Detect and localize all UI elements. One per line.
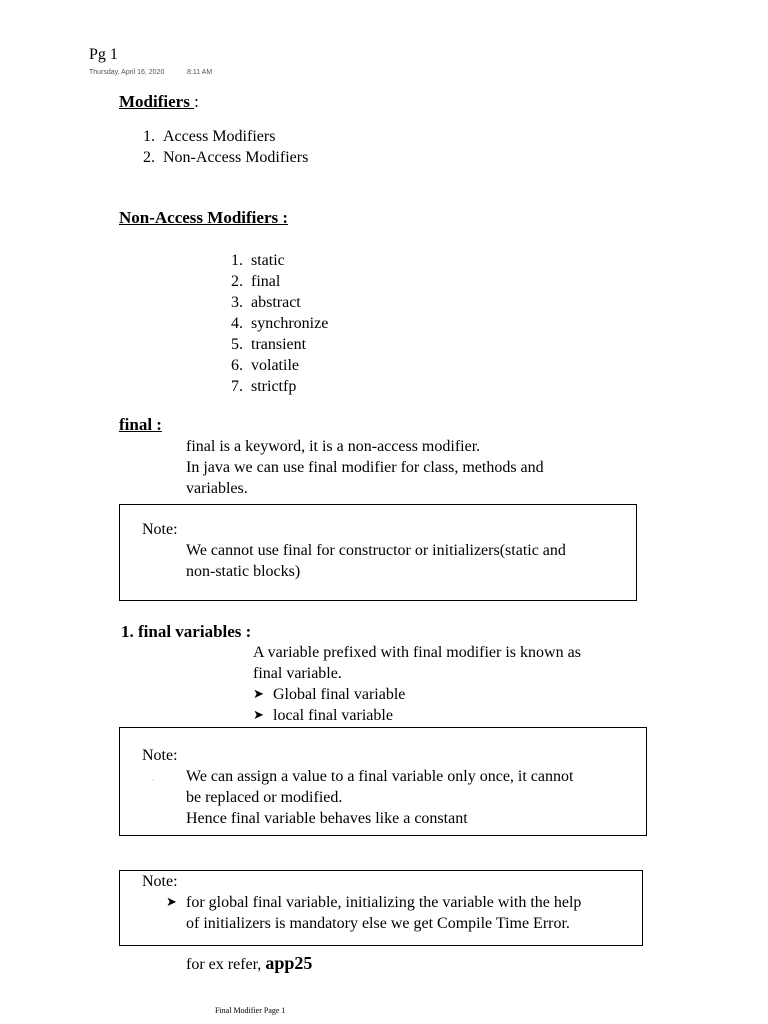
list-item: ➤ local final variable	[253, 705, 581, 726]
modifiers-colon: :	[194, 92, 199, 111]
text-line: final is a keyword, it is a non-access modifier.	[186, 438, 481, 455]
non-access-heading: Non-Access Modifiers :	[119, 208, 289, 227]
final-variables-description	[253, 642, 581, 726]
text-line: In java we can use final modifier for class, methods and	[186, 459, 544, 476]
note-text	[166, 892, 581, 934]
note-label: Note:	[142, 873, 178, 890]
text-line: A variable prefixed with final modifier is known as	[253, 644, 581, 661]
arrow-bullet-icon: ➤	[253, 707, 264, 722]
non-access-list	[231, 250, 328, 397]
text-line: non-static blocks)	[186, 563, 301, 580]
list-item: 5. transient	[231, 336, 307, 353]
text-line: final variable.	[253, 665, 342, 682]
list-item: 1. Access Modifiers	[143, 128, 276, 145]
text-line: variables.	[186, 480, 248, 497]
list-item: 1. static	[231, 252, 285, 269]
page-date: Thursday, April 16, 2020	[89, 69, 165, 76]
final-heading: final :	[119, 415, 162, 434]
list-item: 2. final	[231, 273, 281, 290]
arrow-bullet-icon: ➤	[253, 686, 264, 701]
final-variables-heading: 1. final variables :	[121, 622, 252, 641]
final-description	[186, 436, 544, 499]
page-footer: Final Modifier Page 1	[215, 1006, 286, 1015]
note-text	[186, 766, 573, 829]
modifiers-list	[143, 126, 308, 168]
note-label: Note:	[142, 521, 178, 538]
text-line: We cannot use final for constructor or initializers(static and	[186, 542, 566, 559]
list-item: 2. Non-Access Modifiers	[143, 149, 309, 166]
note-label: Note:	[142, 747, 178, 764]
modifiers-heading: Modifiers	[119, 92, 195, 111]
page-title: Pg 1	[89, 46, 118, 63]
text-line: of initializers is mandatory else we get Compile Time Error.	[186, 915, 570, 932]
text-line: be replaced or modified.	[186, 789, 343, 806]
list-item: 4. synchronize	[231, 315, 329, 332]
list-item: ➤ Global final variable	[253, 684, 581, 705]
reference-prefix: for ex refer,	[186, 956, 266, 973]
modifiers-heading-line	[119, 92, 199, 112]
note-box	[119, 727, 647, 836]
list-item: 7. strictfp	[231, 378, 297, 395]
note-box	[119, 870, 643, 946]
note-box	[119, 504, 637, 601]
text-line: Hence final variable behaves like a constant	[186, 810, 468, 827]
list-item: 6. volatile	[231, 357, 299, 374]
dot-marker: ·	[152, 778, 154, 784]
text-line: ➤ for global final variable, initializing the variable with the help	[166, 892, 581, 913]
page-time: 8:11 AM	[187, 69, 213, 76]
reference-line	[186, 953, 312, 975]
reference-app: app25	[265, 953, 313, 973]
arrow-bullet-icon: ➤	[166, 894, 177, 909]
note-text	[186, 540, 566, 582]
text-line: We can assign a value to a final variable only once, it cannot	[186, 768, 574, 785]
list-item: 3. abstract	[231, 294, 301, 311]
